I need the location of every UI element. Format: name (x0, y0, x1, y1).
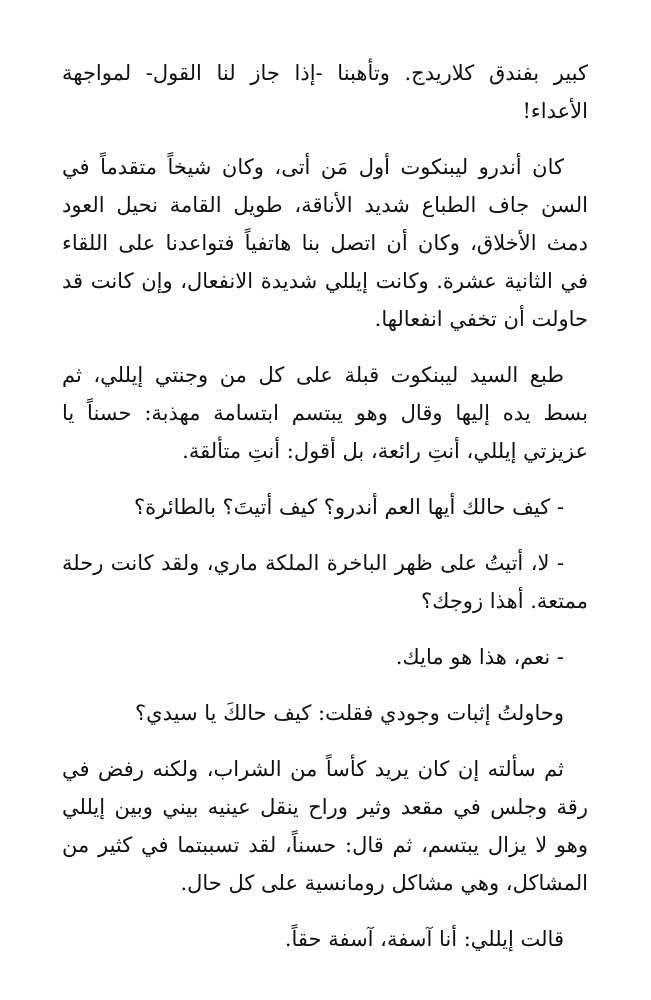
paragraph-8: ثم سألته إن كان يريد كأساً من الشراب، ولكنه رفض في رقة وجلس في مقعد وثير وراح ينقل عينيه بيني وبين إيللي وهو لا يزال يبتسم، ثم قال: حسناً، لقد تسببتما في كثير من المشاكل، وهي مشاكل رومانسية على كل حال. (62, 757, 588, 895)
paragraph-2: كان أندرو ليبنكوت أول مَن أتى، وكان شيخاً متقدماً في السن جاف الطباع شديد الأناقة، طويل القامة نحيل العود دمث الأخلاق، وكان أن اتصل بنا هاتفياً فتواعدنا على اللقاء في الثانية عشرة. وكانت إيللي شديدة الانفعال، وإن كانت قد حاولت أن تخفي انفعالها. (62, 155, 588, 331)
paragraph-4: - كيف حالك أيها العم أندرو؟ كيف أتيتَ؟ بالطائرة؟ (134, 495, 564, 519)
paragraph-5: - لا، أتيتُ على ظهر الباخرة الملكة ماري، ولقد كانت رحلة ممتعة. أهذا زوجك؟ (62, 551, 588, 613)
paragraph-9: قالت إيللي: أنا آسفة، آسفة حقاً. (284, 927, 564, 951)
paragraph-3: طبع السيد ليبنكوت قبلة على كل من وجنتي إيللي، ثم بسط يده إليها وقال وهو يبتسم ابتسامة مهذبة: حسناً يا عزيزتي إيللي، أنتِ رائعة، بل أقول: أنتِ متألقة. (62, 363, 588, 463)
paragraph-1: كبير بفندق كلاريدج. وتأهبنا -إذا جاز لنا القول- لمواجهة الأعداء! (62, 61, 588, 123)
paragraph-6: - نعم، هذا هو مايك. (395, 645, 564, 669)
paragraph-7: وحاولتُ إثبات وجودي فقلت: كيف حالكَ يا سيدي؟ (135, 701, 564, 725)
book-page (62, 54, 588, 976)
